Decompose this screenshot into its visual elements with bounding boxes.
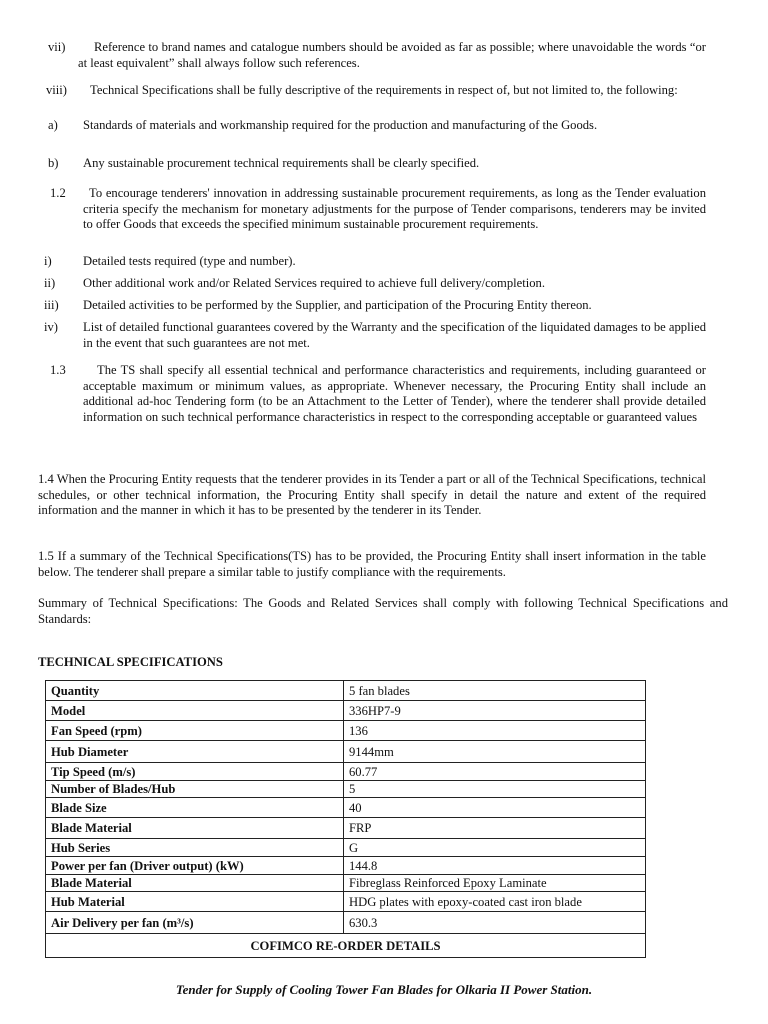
item-label-iv: iv) (44, 320, 58, 334)
item-label-viii: viii) (46, 83, 67, 97)
spec-row (46, 763, 646, 781)
item-label-i: i) (44, 254, 52, 268)
spec-row (46, 781, 646, 798)
page-footer: Tender for Supply of Cooling Tower Fan Blades for Olkaria II Power Station. (175, 982, 593, 997)
cofimco-reorder-details: COFIMCO RE-ORDER DETAILS (46, 934, 646, 958)
spec-value: 136 (344, 721, 646, 741)
spec-label: Hub Material (46, 892, 344, 912)
section-number-1-3: 1.3 (50, 363, 66, 377)
spec-label: Air Delivery per fan (m³/s) (46, 912, 344, 934)
spec-value: 336HP7-9 (344, 701, 646, 721)
spec-row (46, 818, 646, 839)
item-vii-text: Reference to brand names and catalogue numbers should be avoided as far as possible; where unavoidable the words “or at least equivalent” shall always follow such references. (78, 40, 706, 70)
spec-label: Quantity (46, 681, 344, 701)
spec-label: Hub Diameter (46, 741, 344, 763)
spec-label: Hub Series (46, 839, 344, 857)
spec-row (46, 839, 646, 857)
section-1-4-text: 1.4 When the Procuring Entity requests that the tenderer provides in its Tender a part or all of the Technical Specifications, technical schedules, or other technical information, the Procuring Entity shall specify in detail the nature and extent of the required information and the manner in which it has to be presented by the tenderer in its Tender. (38, 472, 706, 517)
item-label-ii: ii) (44, 276, 56, 290)
spec-value: 40 (344, 798, 646, 818)
item-ii-text: Other additional work and/or Related Services required to achieve full delivery/completion. (83, 276, 545, 290)
spec-row (46, 798, 646, 818)
item-b-text: Any sustainable procurement technical requirements shall be clearly specified. (83, 156, 480, 170)
spec-row (46, 892, 646, 912)
item-a-text: Standards of materials and workmanship required for the production and manufacturing of the Goods. (83, 118, 598, 132)
spec-row (46, 701, 646, 721)
spec-label: Blade Material (46, 818, 344, 839)
spec-label: Fan Speed (rpm) (46, 721, 344, 741)
spec-label: Power per fan (Driver output) (kW) (46, 857, 344, 875)
spec-value: 144.8 (344, 857, 646, 875)
spec-value: 630.3 (344, 912, 646, 934)
section-1-5-text: 1.5 If a summary of the Technical Specifications(TS) has to be provided, the Procuring Entity shall insert information in the table below. The tenderer shall prepare a similar table to justify compliance with the requirements. (38, 549, 706, 579)
spec-row (46, 721, 646, 741)
item-iii-text: Detailed activities to be performed by the Supplier, and participation of the Procuring Entity thereon. (83, 298, 592, 312)
technical-specifications-heading: TECHNICAL SPECIFICATIONS (38, 655, 223, 669)
spec-label: Tip Speed (m/s) (46, 763, 344, 781)
spec-footer-row (46, 934, 646, 958)
spec-value: 60.77 (344, 763, 646, 781)
section-number-1-2: 1.2 (50, 186, 66, 200)
spec-value: G (344, 839, 646, 857)
spec-row (46, 741, 646, 763)
section-1-2-text: To encourage tenderers' innovation in addressing sustainable procurement requirements, as long as the Tender evaluation criteria specify the mechanism for monetary adjustments for the purpose of Tender comparisons, tenderers may be invited to offer Goods that exceeds the specified minimum sustainable procurement requirements. (83, 186, 706, 231)
spec-value: 5 fan blades (344, 681, 646, 701)
section-1-3-text: The TS shall specify all essential technical and performance characteristics and requirements, including guaranteed or acceptable maximum or minimum values, as appropriate. Whenever necessary, the Procuring Entity shall include an additional ad-hoc Tendering form (to be an Attachment to the Letter of Tender), where the tenderer shall provide detailed information on such technical performance characteristics in respect to the corresponding acceptable or guaranteed values (83, 363, 706, 424)
spec-value: Fibreglass Reinforced Epoxy Laminate (344, 875, 646, 892)
item-label-b: b) (48, 156, 59, 170)
item-label-iii: iii) (44, 298, 59, 312)
spec-row (46, 857, 646, 875)
spec-label: Blade Size (46, 798, 344, 818)
spec-label: Blade Material (46, 875, 344, 892)
spec-value: 5 (344, 781, 646, 798)
spec-row (46, 681, 646, 701)
spec-label: Number of Blades/Hub (46, 781, 344, 798)
item-label-a: a) (48, 118, 58, 132)
spec-label: Model (46, 701, 344, 721)
spec-row (46, 912, 646, 934)
item-iv-text: List of detailed functional guarantees covered by the Warranty and the specification of the liquidated damages to be applied in the event that such guarantees are not met. (83, 320, 706, 350)
technical-specifications-table (45, 680, 646, 958)
summary-text: Summary of Technical Specifications: The Goods and Related Services shall comply with following Technical Specifications and Standards: (38, 596, 728, 626)
item-i-text: Detailed tests required (type and number). (83, 254, 296, 268)
spec-row (46, 875, 646, 892)
spec-value: FRP (344, 818, 646, 839)
item-viii-text: Technical Specifications shall be fully descriptive of the requirements in respect of, but not limited to, the following: (90, 83, 678, 97)
spec-value: HDG plates with epoxy-coated cast iron blade (344, 892, 646, 912)
spec-value: 9144mm (344, 741, 646, 763)
item-label-vii: vii) (48, 40, 66, 54)
